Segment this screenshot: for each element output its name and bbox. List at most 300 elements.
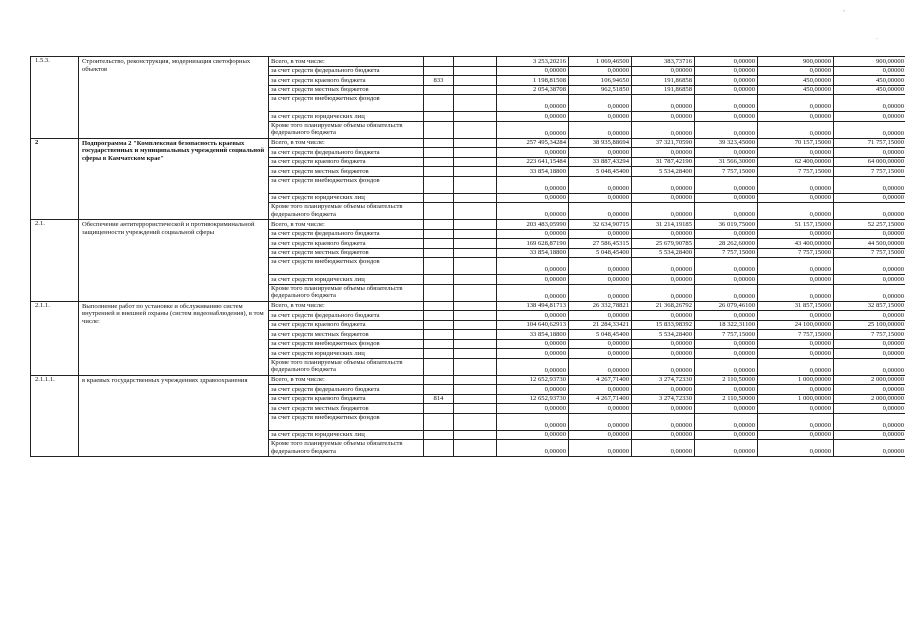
amount-cell: 31 566,30000 [695, 157, 758, 167]
empty-cell [454, 330, 497, 340]
amount-cell: 51 157,15000 [758, 220, 834, 230]
grbs-code [424, 85, 454, 95]
funding-source: за счет средств федерального бюджета [269, 385, 424, 395]
amount-cell: 0,00000 [834, 311, 905, 321]
amount-cell: 2 054,38708 [497, 85, 569, 95]
section-code: 2.1.1.1. [31, 375, 79, 457]
funding-source: за счет средств федерального бюджета [269, 311, 424, 321]
amount-cell: 0,00000 [569, 440, 632, 457]
amount-cell: 12 652,93730 [497, 375, 569, 385]
amount-cell: 26 079,46100 [695, 301, 758, 311]
funding-source: за счет средств краевого бюджета [269, 394, 424, 404]
amount-cell: 3 274,72330 [632, 375, 695, 385]
amount-cell: 5 048,45400 [569, 330, 632, 340]
funding-source: за счет средств краевого бюджета [269, 157, 424, 167]
amount-cell: 0,00000 [834, 95, 905, 112]
amount-cell: 0,00000 [758, 385, 834, 395]
empty-cell [454, 203, 497, 220]
amount-cell: 21 284,33421 [569, 320, 632, 330]
amount-cell: 0,00000 [758, 229, 834, 239]
amount-cell: 7 757,15000 [758, 248, 834, 258]
table-row [31, 301, 905, 311]
amount-cell: 0,00000 [497, 440, 569, 457]
amount-cell: 52 257,15000 [834, 220, 905, 230]
amount-cell: 0,00000 [497, 66, 569, 76]
funding-source: за счет средств местных бюджетов [269, 167, 424, 177]
amount-cell: 450,00000 [758, 85, 834, 95]
empty-cell [454, 57, 497, 67]
amount-cell: 0,00000 [758, 66, 834, 76]
amount-cell: 0,00000 [834, 203, 905, 220]
empty-cell [454, 167, 497, 177]
amount-cell: 0,00000 [632, 385, 695, 395]
table-row [31, 375, 905, 385]
amount-cell: 0,00000 [497, 339, 569, 349]
amount-cell: 0,00000 [569, 404, 632, 414]
grbs-code [424, 66, 454, 76]
empty-cell [454, 239, 497, 249]
amount-cell: 0,00000 [632, 112, 695, 122]
funding-source: Кроме того планируемые объемы обязательств федерального бюджета [269, 358, 424, 375]
empty-cell [454, 193, 497, 203]
amount-cell: 0,00000 [758, 339, 834, 349]
amount-cell: 0,00000 [758, 349, 834, 359]
funding-source: за счет средств юридических лиц [269, 349, 424, 359]
amount-cell: 0,00000 [569, 311, 632, 321]
amount-cell: 71 757,15000 [834, 138, 905, 148]
amount-cell: 0,00000 [632, 284, 695, 301]
amount-cell: 0,00000 [834, 358, 905, 375]
section-code: 2.1.1. [31, 301, 79, 375]
amount-cell: 64 000,00000 [834, 157, 905, 167]
amount-cell: 0,00000 [632, 275, 695, 285]
section-code: 1.5.3. [31, 57, 79, 139]
empty-cell [454, 258, 497, 275]
amount-cell: 21 368,26792 [632, 301, 695, 311]
empty-cell [454, 301, 497, 311]
amount-cell: 3 274,72330 [632, 394, 695, 404]
amount-cell: 0,00000 [695, 229, 758, 239]
amount-cell: 0,00000 [758, 430, 834, 440]
amount-cell: 0,00000 [695, 413, 758, 430]
amount-cell: 0,00000 [834, 413, 905, 430]
grbs-code [424, 311, 454, 321]
empty-cell [454, 229, 497, 239]
page-mark: · [876, 36, 878, 43]
grbs-code [424, 121, 454, 138]
section-code: 2.1. [31, 220, 79, 302]
empty-cell [454, 95, 497, 112]
amount-cell: 0,00000 [695, 176, 758, 193]
funding-source: за счет средств местных бюджетов [269, 330, 424, 340]
amount-cell: 0,00000 [758, 176, 834, 193]
grbs-code [424, 385, 454, 395]
amount-cell: 0,00000 [569, 193, 632, 203]
amount-cell: 0,00000 [758, 258, 834, 275]
amount-cell: 31 214,19185 [632, 220, 695, 230]
section-title: Подпрограмма 2 "Комплексная безопасность краевых государственных и муниципальных учреждений социальной сферы в Камчатском крае" [79, 138, 269, 220]
amount-cell: 0,00000 [497, 358, 569, 375]
amount-cell: 0,00000 [834, 229, 905, 239]
amount-cell: 0,00000 [497, 193, 569, 203]
empty-cell [454, 375, 497, 385]
amount-cell: 0,00000 [695, 148, 758, 158]
amount-cell: 0,00000 [569, 95, 632, 112]
amount-cell: 0,00000 [834, 440, 905, 457]
amount-cell: 0,00000 [834, 430, 905, 440]
funding-source: за счет средств федерального бюджета [269, 66, 424, 76]
grbs-code [424, 275, 454, 285]
amount-cell: 5 534,28400 [632, 248, 695, 258]
amount-cell: 25 679,90785 [632, 239, 695, 249]
section-title: Выполнение работ по установке и обслуживанию систем внутренней и внешней охраны (систем видеонаблюдения), в том числе: [79, 301, 269, 375]
amount-cell: 0,00000 [834, 258, 905, 275]
amount-cell: 0,00000 [569, 413, 632, 430]
amount-cell: 7 757,15000 [695, 330, 758, 340]
amount-cell: 31 787,42190 [632, 157, 695, 167]
amount-cell: 0,00000 [695, 275, 758, 285]
amount-cell: 12 652,93730 [497, 394, 569, 404]
amount-cell: 32 857,15000 [834, 301, 905, 311]
grbs-code [424, 176, 454, 193]
amount-cell: 0,00000 [758, 440, 834, 457]
funding-source: за счет средств внебюджетных фондов [269, 95, 424, 112]
grbs-code [424, 95, 454, 112]
amount-cell: 7 757,15000 [695, 167, 758, 177]
funding-source: за счет средств местных бюджетов [269, 248, 424, 258]
amount-cell: 900,00000 [758, 57, 834, 67]
amount-cell: 31 857,15000 [758, 301, 834, 311]
funding-source: за счет средств местных бюджетов [269, 404, 424, 414]
grbs-code [424, 375, 454, 385]
amount-cell: 0,00000 [632, 311, 695, 321]
empty-cell [454, 320, 497, 330]
grbs-code: 814 [424, 394, 454, 404]
amount-cell: 0,00000 [834, 176, 905, 193]
amount-cell: 0,00000 [497, 121, 569, 138]
amount-cell: 0,00000 [632, 121, 695, 138]
grbs-code [424, 284, 454, 301]
empty-cell [454, 394, 497, 404]
amount-cell: 0,00000 [632, 176, 695, 193]
amount-cell: 0,00000 [497, 284, 569, 301]
amount-cell: 0,00000 [758, 148, 834, 158]
amount-cell: 28 262,60000 [695, 239, 758, 249]
amount-cell: 0,00000 [758, 275, 834, 285]
amount-cell: 0,00000 [569, 148, 632, 158]
amount-cell: 962,51850 [569, 85, 632, 95]
amount-cell: 0,00000 [569, 349, 632, 359]
amount-cell: 0,00000 [758, 193, 834, 203]
amount-cell: 0,00000 [695, 57, 758, 67]
amount-cell: 0,00000 [632, 193, 695, 203]
funding-source: за счет средств краевого бюджета [269, 76, 424, 86]
amount-cell: 0,00000 [834, 148, 905, 158]
empty-cell [454, 413, 497, 430]
section-code: 2 [31, 138, 79, 220]
amount-cell: 104 640,62913 [497, 320, 569, 330]
grbs-code [424, 138, 454, 148]
amount-cell: 0,00000 [695, 203, 758, 220]
grbs-code [424, 258, 454, 275]
amount-cell: 0,00000 [695, 311, 758, 321]
amount-cell: 0,00000 [569, 176, 632, 193]
grbs-code [424, 413, 454, 430]
amount-cell: 0,00000 [497, 349, 569, 359]
amount-cell: 0,00000 [834, 339, 905, 349]
empty-cell [454, 339, 497, 349]
amount-cell: 106,94650 [569, 76, 632, 86]
funding-source: Кроме того планируемые объемы обязательств федерального бюджета [269, 203, 424, 220]
empty-cell [454, 148, 497, 158]
amount-cell: 223 641,15484 [497, 157, 569, 167]
amount-cell: 33 854,18800 [497, 330, 569, 340]
amount-cell: 0,00000 [632, 95, 695, 112]
grbs-code [424, 57, 454, 67]
grbs-code: 833 [424, 76, 454, 86]
amount-cell: 7 757,15000 [834, 330, 905, 340]
amount-cell: 39 323,45000 [695, 138, 758, 148]
amount-cell: 0,00000 [695, 349, 758, 359]
amount-cell: 0,00000 [695, 284, 758, 301]
amount-cell: 0,00000 [834, 112, 905, 122]
funding-source: за счет средств внебюджетных фондов [269, 339, 424, 349]
grbs-code [424, 157, 454, 167]
amount-cell: 169 628,87190 [497, 239, 569, 249]
amount-cell: 0,00000 [834, 66, 905, 76]
amount-cell: 0,00000 [632, 430, 695, 440]
amount-cell: 203 483,05990 [497, 220, 569, 230]
section-title: Обеспечение антитеррористической и противокриминальной защищенности учреждений социальной сферы [79, 220, 269, 302]
amount-cell: 0,00000 [632, 413, 695, 430]
table-row [31, 138, 905, 148]
amount-cell: 7 757,15000 [834, 248, 905, 258]
amount-cell: 0,00000 [695, 430, 758, 440]
amount-cell: 0,00000 [758, 95, 834, 112]
table-row [31, 57, 905, 67]
amount-cell: 5 048,45400 [569, 248, 632, 258]
amount-cell: 0,00000 [632, 66, 695, 76]
funding-source: Кроме того планируемые объемы обязательств федерального бюджета [269, 440, 424, 457]
section-title: Строительство, реконструкция, модернизация светофорных объектов [79, 57, 269, 139]
amount-cell: 0,00000 [569, 284, 632, 301]
grbs-code [424, 358, 454, 375]
amount-cell: 191,86858 [632, 76, 695, 86]
amount-cell: 0,00000 [834, 349, 905, 359]
amount-cell: 0,00000 [695, 76, 758, 86]
amount-cell: 450,00000 [758, 76, 834, 86]
amount-cell: 0,00000 [569, 121, 632, 138]
amount-cell: 4 267,71400 [569, 394, 632, 404]
empty-cell [454, 440, 497, 457]
amount-cell: 25 100,00000 [834, 320, 905, 330]
amount-cell: 0,00000 [632, 203, 695, 220]
amount-cell: 0,00000 [834, 404, 905, 414]
amount-cell: 37 321,70590 [632, 138, 695, 148]
amount-cell: 32 634,90715 [569, 220, 632, 230]
amount-cell: 191,86858 [632, 85, 695, 95]
empty-cell [454, 385, 497, 395]
funding-source: за счет средств внебюджетных фондов [269, 413, 424, 430]
empty-cell [454, 176, 497, 193]
amount-cell: 0,00000 [695, 66, 758, 76]
amount-cell: 0,00000 [834, 275, 905, 285]
funding-source: Кроме того планируемые объемы обязательств федерального бюджета [269, 121, 424, 138]
grbs-code [424, 320, 454, 330]
grbs-code [424, 220, 454, 230]
empty-cell [454, 157, 497, 167]
funding-source: Всего, в том числе: [269, 375, 424, 385]
amount-cell: 0,00000 [497, 311, 569, 321]
amount-cell: 0,00000 [695, 95, 758, 112]
amount-cell: 0,00000 [569, 385, 632, 395]
amount-cell: 383,73716 [632, 57, 695, 67]
amount-cell: 18 322,31100 [695, 320, 758, 330]
amount-cell: 0,00000 [695, 385, 758, 395]
funding-source: Всего, в том числе: [269, 138, 424, 148]
grbs-code [424, 167, 454, 177]
amount-cell: 0,00000 [497, 229, 569, 239]
funding-source: за счет средств юридических лиц [269, 112, 424, 122]
amount-cell: 0,00000 [497, 275, 569, 285]
funding-source: Кроме того планируемые объемы обязательств федерального бюджета [269, 284, 424, 301]
amount-cell: 138 494,81713 [497, 301, 569, 311]
amount-cell: 0,00000 [497, 404, 569, 414]
amount-cell: 0,00000 [632, 148, 695, 158]
amount-cell: 0,00000 [497, 430, 569, 440]
amount-cell: 0,00000 [632, 339, 695, 349]
grbs-code [424, 229, 454, 239]
amount-cell: 0,00000 [497, 148, 569, 158]
amount-cell: 0,00000 [497, 203, 569, 220]
amount-cell: 0,00000 [632, 358, 695, 375]
amount-cell: 0,00000 [569, 358, 632, 375]
funding-source: Всего, в том числе: [269, 301, 424, 311]
budget-table [30, 56, 905, 457]
grbs-code [424, 203, 454, 220]
empty-cell [454, 275, 497, 285]
amount-cell: 0,00000 [632, 229, 695, 239]
funding-source: за счет средств юридических лиц [269, 430, 424, 440]
amount-cell: 0,00000 [758, 121, 834, 138]
grbs-code [424, 440, 454, 457]
amount-cell: 2 000,00000 [834, 394, 905, 404]
empty-cell [454, 311, 497, 321]
amount-cell: 5 534,28400 [632, 167, 695, 177]
amount-cell: 900,00000 [834, 57, 905, 67]
amount-cell: 43 400,00000 [758, 239, 834, 249]
amount-cell: 44 500,00000 [834, 239, 905, 249]
grbs-code [424, 349, 454, 359]
funding-source: за счет средств федерального бюджета [269, 229, 424, 239]
amount-cell: 0,00000 [758, 404, 834, 414]
empty-cell [454, 349, 497, 359]
amount-cell: 33 854,18800 [497, 248, 569, 258]
amount-cell: 0,00000 [758, 203, 834, 220]
amount-cell: 15 833,98392 [632, 320, 695, 330]
amount-cell: 0,00000 [497, 385, 569, 395]
funding-source: за счет средств юридических лиц [269, 193, 424, 203]
amount-cell: 0,00000 [695, 339, 758, 349]
funding-source: за счет средств внебюджетных фондов [269, 176, 424, 193]
grbs-code [424, 339, 454, 349]
amount-cell: 0,00000 [834, 121, 905, 138]
amount-cell: 5 048,45400 [569, 167, 632, 177]
amount-cell: 0,00000 [569, 275, 632, 285]
funding-source: за счет средств федерального бюджета [269, 148, 424, 158]
grbs-code [424, 239, 454, 249]
amount-cell: 0,00000 [695, 358, 758, 375]
amount-cell: 70 157,15000 [758, 138, 834, 148]
amount-cell: 0,00000 [569, 66, 632, 76]
amount-cell: 0,00000 [758, 413, 834, 430]
amount-cell: 0,00000 [695, 112, 758, 122]
amount-cell: 0,00000 [695, 258, 758, 275]
grbs-code [424, 330, 454, 340]
empty-cell [454, 76, 497, 86]
amount-cell: 7 757,15000 [758, 330, 834, 340]
grbs-code [424, 148, 454, 158]
amount-cell: 0,00000 [834, 284, 905, 301]
grbs-code [424, 112, 454, 122]
funding-source: за счет средств юридических лиц [269, 275, 424, 285]
amount-cell: 0,00000 [632, 440, 695, 457]
amount-cell: 7 757,15000 [695, 248, 758, 258]
empty-cell [454, 430, 497, 440]
grbs-code [424, 404, 454, 414]
amount-cell: 2 110,50000 [695, 394, 758, 404]
empty-cell [454, 112, 497, 122]
amount-cell: 26 332,78821 [569, 301, 632, 311]
empty-cell [454, 284, 497, 301]
amount-cell: 0,00000 [758, 284, 834, 301]
amount-cell: 450,00000 [834, 85, 905, 95]
empty-cell [454, 248, 497, 258]
table-row [31, 220, 905, 230]
amount-cell: 27 586,45315 [569, 239, 632, 249]
amount-cell: 36 019,75000 [695, 220, 758, 230]
amount-cell: 1 000,00000 [758, 394, 834, 404]
amount-cell: 33 887,43294 [569, 157, 632, 167]
amount-cell: 33 854,18800 [497, 167, 569, 177]
amount-cell: 0,00000 [497, 413, 569, 430]
grbs-code [424, 301, 454, 311]
amount-cell: 0,00000 [497, 95, 569, 112]
amount-cell: 0,00000 [569, 258, 632, 275]
amount-cell: 0,00000 [695, 404, 758, 414]
amount-cell: 0,00000 [695, 85, 758, 95]
amount-cell: 3 253,20216 [497, 57, 569, 67]
grbs-code [424, 193, 454, 203]
amount-cell: 0,00000 [834, 193, 905, 203]
amount-cell: 257 495,34284 [497, 138, 569, 148]
amount-cell: 1 198,81508 [497, 76, 569, 86]
table-body [31, 57, 905, 457]
amount-cell: 0,00000 [569, 203, 632, 220]
amount-cell: 0,00000 [758, 311, 834, 321]
amount-cell: 38 935,88694 [569, 138, 632, 148]
section-title: в краевых государственных учреждениях здравоохранения [79, 375, 269, 457]
amount-cell: 0,00000 [632, 404, 695, 414]
amount-cell: 0,00000 [569, 339, 632, 349]
page-mark: , [843, 6, 845, 13]
amount-cell: 7 757,15000 [834, 167, 905, 177]
amount-cell: 0,00000 [758, 358, 834, 375]
funding-source: за счет средств краевого бюджета [269, 239, 424, 249]
amount-cell: 0,00000 [497, 176, 569, 193]
amount-cell: 4 267,71400 [569, 375, 632, 385]
amount-cell: 450,00000 [834, 76, 905, 86]
